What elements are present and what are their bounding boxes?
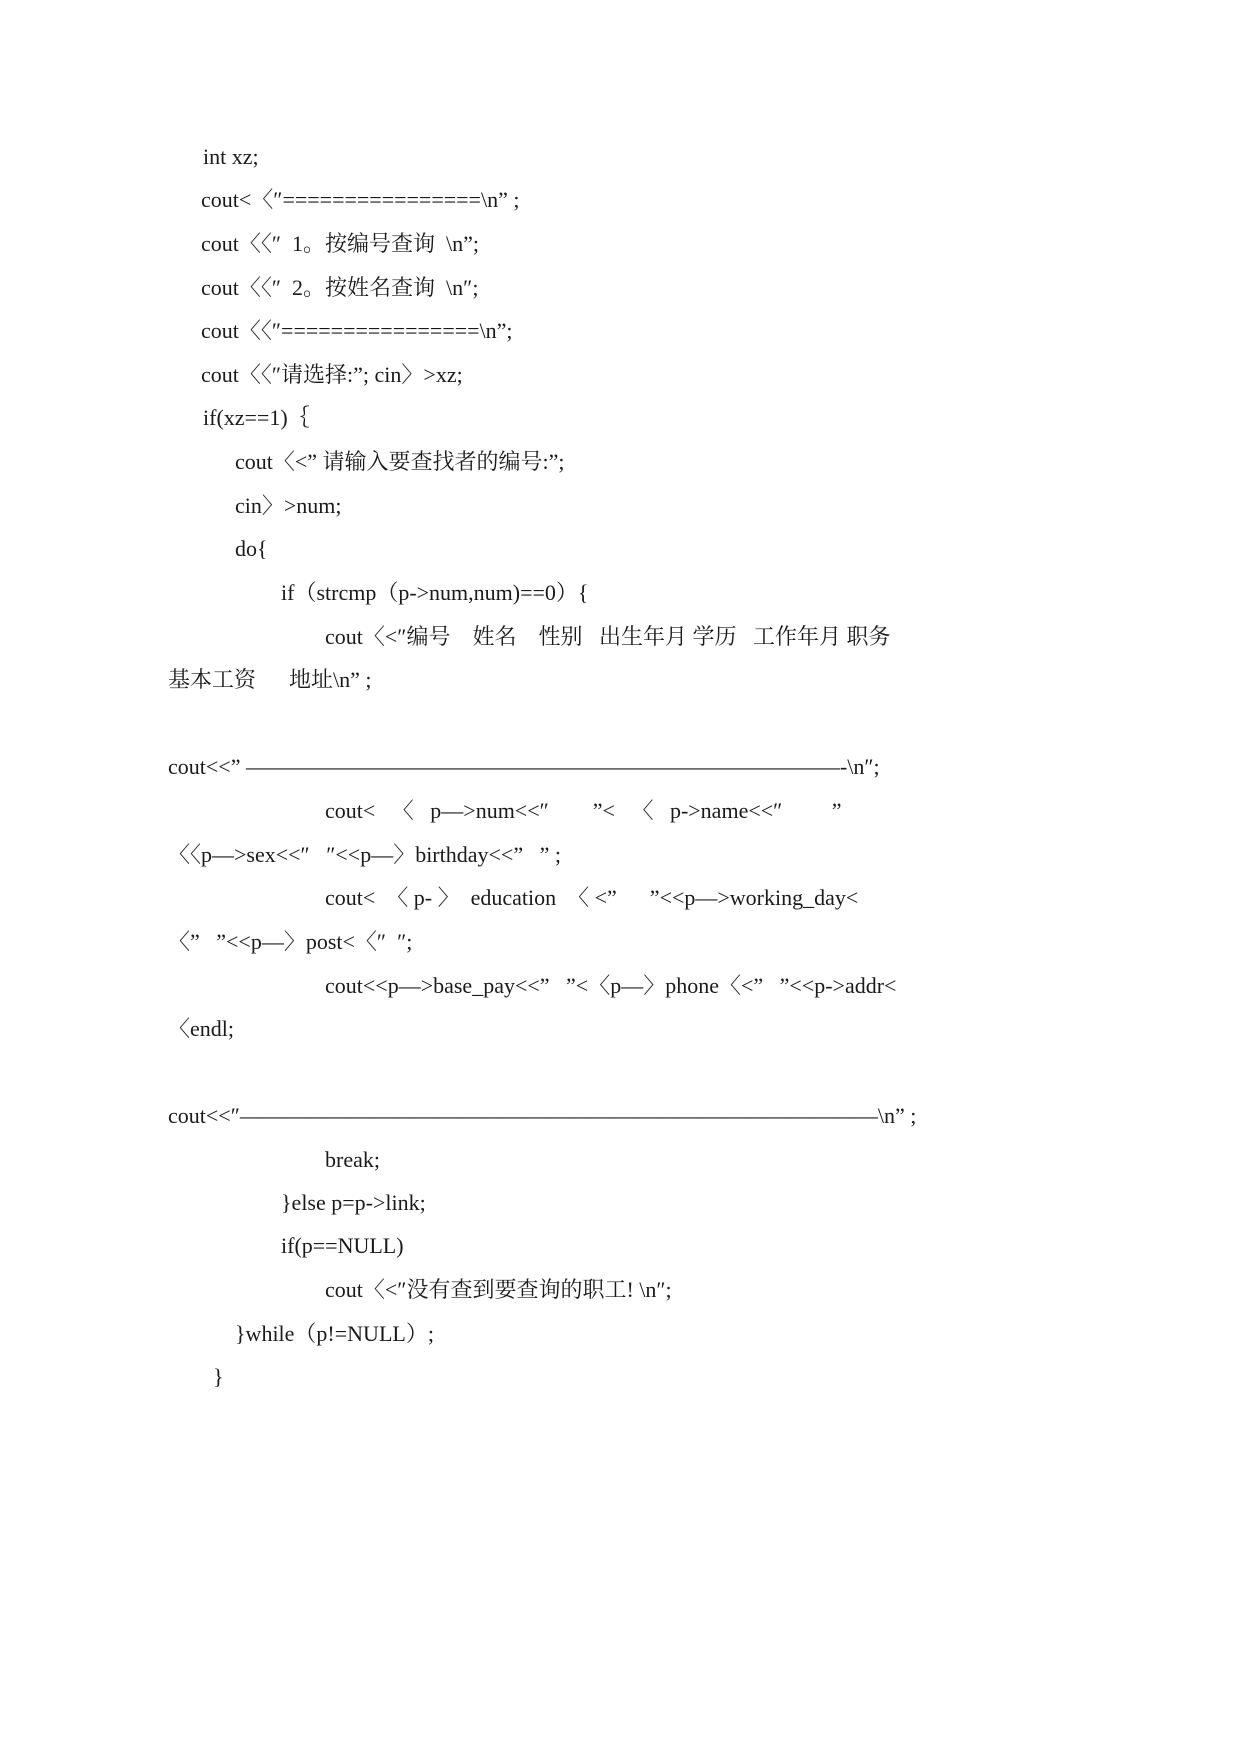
code-line: cout<<” ———————————————————————————-\n″;	[168, 754, 880, 779]
code-line: cout〈〈″请选择:”; cin〉>xz;	[201, 362, 463, 387]
code-line: cout〈<″没有查到要查询的职工! \n″;	[325, 1277, 672, 1302]
code-line: cout< 〈 p—>num<<″ ”< 〈 p->name<<″ ”	[325, 798, 842, 823]
code-line: }else p=p->link;	[281, 1190, 426, 1215]
code-line: do{	[235, 536, 268, 561]
code-line: cout〈〈″================\n”;	[201, 318, 513, 343]
code-line: int xz;	[203, 144, 259, 169]
code-line: }	[213, 1364, 224, 1389]
code-line: cout〈〈″ 2。按姓名查询 \n″;	[201, 275, 479, 300]
code-line: cout〈<″编号 姓名 性别 出生年月 学历 工作年月 职务	[325, 624, 891, 649]
code-line: 〈” ”<<p—〉post<〈″ ″;	[168, 929, 413, 954]
code-line: cout<<p—>base_pay<<” ”<〈p—〉phone〈<” ”<<p->addr<	[325, 973, 897, 998]
code-line: cout〈〈″ 1。按编号查询 \n”;	[201, 231, 480, 256]
code-line: if(p==NULL)	[281, 1233, 404, 1258]
code-line: 〈endl;	[168, 1016, 234, 1041]
code-line: cout<〈″================\n” ;	[201, 187, 520, 212]
code-line: if（strcmp（p->num,num)==0）{	[281, 580, 589, 605]
code-line: break;	[325, 1147, 380, 1172]
code-line: cin〉>num;	[235, 493, 342, 518]
code-line: cout<<″—————————————————————————————\n” ;	[168, 1103, 917, 1128]
code-line: 〈〈p—>sex<<″ ″<<p—〉birthday<<” ” ;	[168, 842, 561, 867]
code-line: cout< 〈 p- 〉 education 〈 <” ”<<p—>working_day<	[325, 885, 859, 910]
code-line: cout〈<” 请输入要查找者的编号:”;	[235, 449, 565, 474]
code-line: }while（p!=NULL）;	[235, 1321, 434, 1346]
code-line: if(xz==1)｛	[203, 405, 310, 430]
code-line: 基本工资 地址\n” ;	[168, 667, 372, 692]
